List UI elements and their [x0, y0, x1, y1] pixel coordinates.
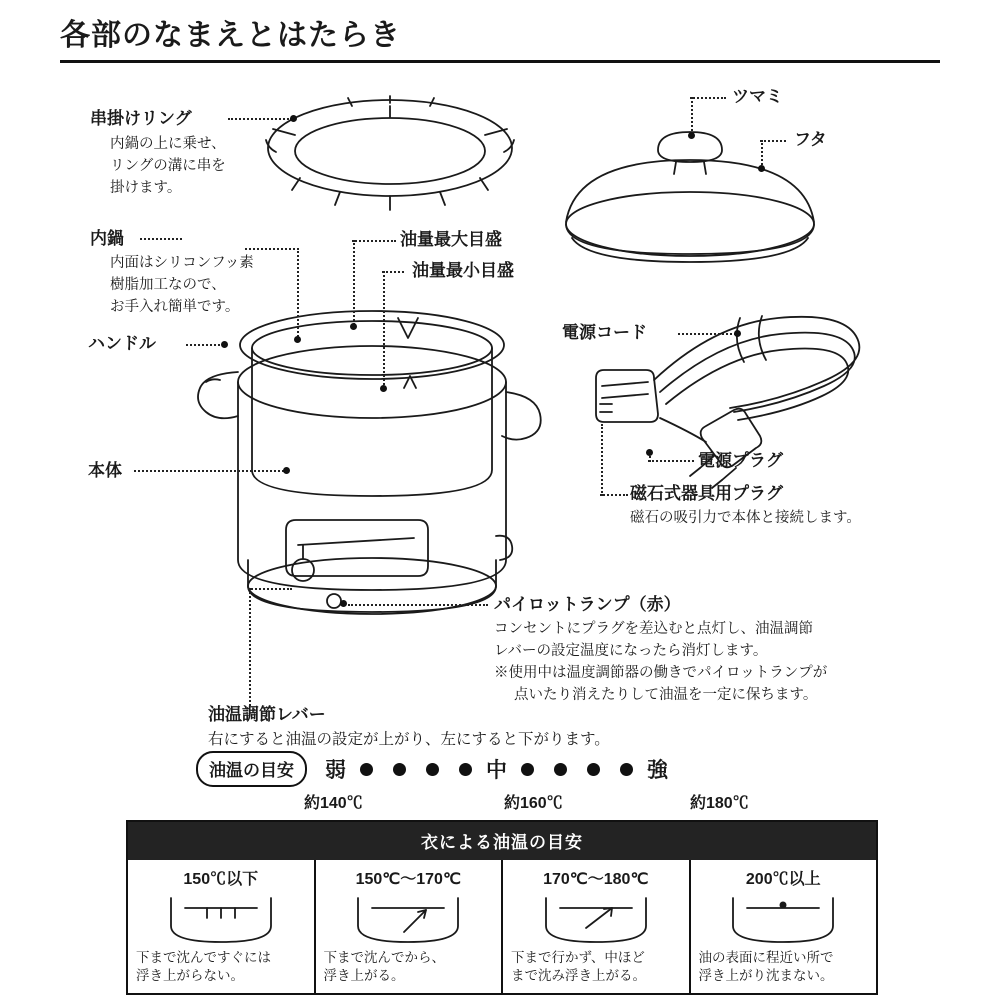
scale-dot-8	[620, 763, 633, 776]
page-title-block	[60, 18, 940, 63]
leader-magnet-plug	[600, 494, 628, 496]
label-temp-lever: 油温調節レバー	[208, 705, 326, 724]
leader-inner-pot	[140, 238, 182, 240]
label-pilot-desc-4: 点いたり消えたりして油温を一定に保ちます。	[514, 687, 818, 703]
table-cell-2-desc-1: 下まで沈んでから、	[323, 950, 445, 965]
leader-lid-vert	[761, 140, 763, 168]
table-cell-3	[503, 860, 691, 993]
title-divider	[60, 60, 940, 63]
leader-dot-pilot	[340, 600, 347, 607]
table-cell-1-figure	[136, 891, 306, 949]
table-cell-4-desc-2: 浮き上がり沈まない。	[698, 968, 834, 984]
leader-inner-pot-vert	[297, 248, 299, 340]
leader-handle	[186, 344, 224, 346]
scale-label-weak: 弱	[325, 759, 346, 782]
leader-magnet-plug-vert	[601, 424, 603, 496]
leader-power-plug	[648, 460, 694, 462]
label-inner-pot-desc-3: お手入れ簡単です。	[110, 299, 240, 315]
label-body: 本体	[88, 461, 122, 480]
label-inner-pot-desc-2: 樹脂加工なので、	[110, 277, 226, 293]
table-body	[128, 860, 876, 993]
label-pilot-desc-1: コンセントにプラグを差込むと点灯し、油温調節	[494, 621, 813, 637]
leader-oil-max-vert	[353, 240, 355, 328]
table-cell-4-figure	[699, 891, 869, 949]
page-title: 各部のなまえとはたらき	[60, 19, 401, 52]
scale-dot-4	[459, 763, 472, 776]
table-cell-3-title: 170℃～180℃	[543, 871, 649, 888]
label-magnet-plug: 磁石式器具用プラグ	[630, 484, 783, 503]
oil-temp-pill: 油温の目安	[196, 751, 307, 787]
label-inner-pot: 内鍋	[90, 229, 124, 248]
scale-temp-180: 約180℃	[690, 795, 749, 812]
label-skewer-ring-desc-1: 内鍋の上に乗せ、	[110, 136, 226, 152]
table-cell-1	[128, 860, 316, 993]
scale-temp-160: 約160℃	[504, 795, 563, 812]
leader-oil-max	[352, 240, 396, 242]
scale-dot-2	[393, 763, 406, 776]
leader-dot-oil-max	[350, 323, 357, 330]
label-handle: ハンドル	[88, 334, 156, 353]
table-cell-2-desc-2: 浮き上がる。	[323, 968, 405, 984]
leader-oil-min	[382, 271, 404, 273]
label-skewer-ring-desc-3: 掛けます。	[110, 180, 182, 196]
leader-dot-lid	[758, 165, 765, 172]
scale-track	[321, 754, 672, 784]
label-power-plug: 電源プラグ	[698, 451, 783, 470]
label-skewer-ring-desc-2: リングの溝に串を	[110, 158, 226, 174]
leader-dot-cord	[734, 330, 741, 337]
scale-temperatures	[196, 790, 796, 812]
leader-dot-ring	[290, 115, 297, 122]
oil-temp-scale	[196, 752, 756, 786]
label-inner-pot-desc-1: 内面はシリコンフッ素	[110, 255, 254, 271]
table-cell-4	[691, 860, 877, 993]
leader-knob-vert	[691, 97, 693, 135]
scale-dot-3	[426, 763, 439, 776]
leader-lever-vert	[249, 588, 251, 706]
table-header: 衣による油温の目安	[128, 822, 876, 860]
leader-dot-handle	[221, 341, 228, 348]
leader-dot-knob	[688, 132, 695, 139]
label-temp-lever-desc: 右にすると油温の設定が上がり、左にすると下がります。	[208, 731, 610, 748]
label-magnet-plug-desc: 磁石の吸引力で本体と接続します。	[630, 510, 861, 526]
scale-dot-7	[587, 763, 600, 776]
label-knob: ツマミ	[732, 87, 783, 106]
leader-inner-pot-h	[245, 248, 299, 250]
scale-dot-1	[360, 763, 373, 776]
table-cell-2	[316, 860, 504, 993]
scale-label-mid: 中	[486, 759, 507, 782]
table-cell-4-title: 200℃以上	[745, 871, 821, 888]
table-cell-3-desc-2: まで沈み浮き上がる。	[511, 968, 646, 984]
leader-dot-oil-min	[380, 385, 387, 392]
label-oil-max: 油量最大目盛	[400, 230, 502, 249]
leader-dot-inner-pot	[294, 336, 301, 343]
leader-body	[134, 470, 284, 472]
leader-lid	[760, 140, 786, 142]
scale-dot-5	[521, 763, 534, 776]
label-pilot-desc-3: ※使用中は温度調節器の働きでパイロットランプが	[494, 665, 828, 681]
label-power-cord: 電源コード	[562, 323, 647, 342]
batter-temp-table	[126, 820, 878, 995]
label-lid: フタ	[794, 130, 827, 149]
table-cell-3-figure	[511, 891, 681, 949]
leader-cord	[678, 333, 736, 335]
table-cell-3-desc-1: 下まで行かず、中ほど	[511, 950, 645, 965]
table-cell-1-title: 150℃以下	[183, 871, 259, 888]
scale-label-strong: 強	[647, 759, 668, 782]
table-cell-2-title: 150℃～170℃	[355, 871, 461, 888]
table-cell-2-figure	[324, 891, 494, 949]
leader-oil-min-vert	[383, 271, 385, 389]
label-pilot-desc-2: レバーの設定温度になったら消灯します。	[494, 643, 768, 659]
leader-lever	[248, 588, 292, 590]
label-pilot-lamp: パイロットランプ（赤）	[494, 595, 681, 614]
leader-dot-power-plug	[646, 449, 653, 456]
leader-dot-body	[283, 467, 290, 474]
label-oil-min: 油量最小目盛	[412, 261, 514, 280]
table-cell-1-desc-2: 浮き上がらない。	[136, 968, 244, 984]
scale-dot-6	[554, 763, 567, 776]
table-cell-4-desc-1: 油の表面に程近い所で	[698, 950, 834, 965]
leader-knob	[690, 97, 726, 99]
table-cell-1-desc-1: 下まで沈んですぐには	[136, 950, 271, 965]
scale-temp-140: 約140℃	[304, 795, 363, 812]
leader-pilot	[348, 604, 488, 606]
label-skewer-ring: 串掛けリング	[90, 109, 192, 128]
leader-ring	[228, 118, 292, 120]
